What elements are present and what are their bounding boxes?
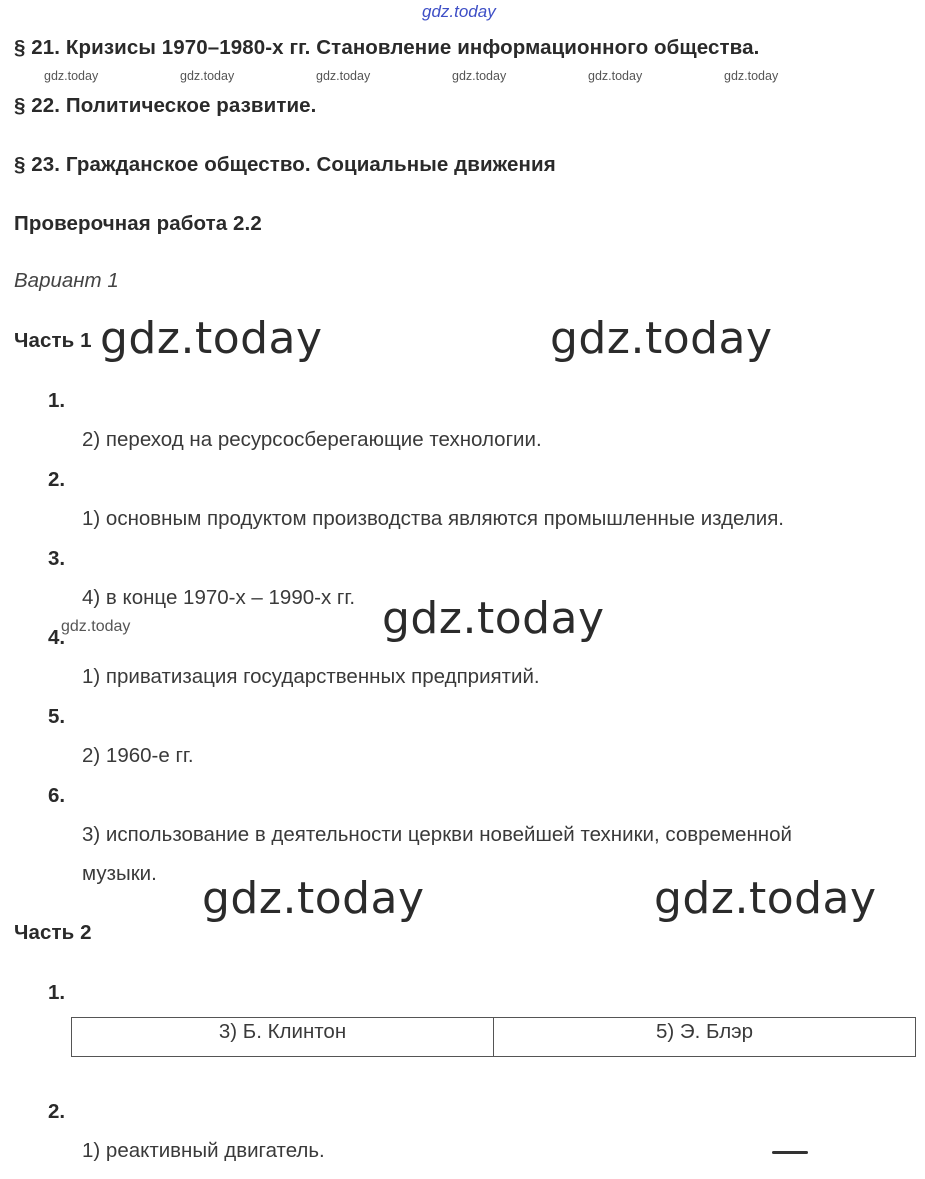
- part-1-title: Часть 1: [14, 329, 92, 352]
- question-number: 1.: [48, 981, 66, 1004]
- section-22-heading: § 22. Политическое развитие.: [14, 94, 317, 117]
- answer-text: 1) основным продуктом производства являются промышленные изделия.: [82, 507, 784, 530]
- question-number: 6.: [48, 784, 66, 807]
- answer-text: 1) реактивный двигатель.: [82, 1139, 325, 1162]
- question-number: 2.: [48, 1100, 66, 1123]
- question-number: 2.: [48, 468, 66, 491]
- variant-label: Вариант 1: [14, 269, 119, 292]
- watermark-small: gdz.today: [61, 618, 131, 635]
- watermark-big: gdz.today: [382, 593, 605, 644]
- answer-text: 2) 1960-е гг.: [82, 744, 194, 767]
- watermark-top: gdz.today: [422, 2, 496, 21]
- question-number: 5.: [48, 705, 66, 728]
- section-21-heading: § 21. Кризисы 1970–1980-х гг. Становление информационного общества.: [14, 36, 760, 59]
- watermark-small: gdz.today: [724, 69, 779, 83]
- watermark-small: gdz.today: [452, 69, 507, 83]
- answer-text: 4) в конце 1970-х – 1990-х гг.: [82, 586, 356, 609]
- section-23-heading: § 23. Гражданское общество. Социальные движения: [14, 153, 556, 176]
- watermark-small: gdz.today: [588, 69, 643, 83]
- question-number: 4.: [48, 626, 66, 649]
- watermark-small: gdz.today: [180, 69, 235, 83]
- answer-text-continuation: музыки.: [82, 862, 157, 885]
- watermark-small: gdz.today: [44, 69, 99, 83]
- pen-stroke-mark: [772, 1151, 808, 1154]
- watermark-big: gdz.today: [100, 313, 323, 364]
- answer-text: 1) приватизация государственных предприятий.: [82, 665, 540, 688]
- question-number: 3.: [48, 547, 66, 570]
- watermark-big: gdz.today: [202, 873, 425, 924]
- part-2-title: Часть 2: [14, 921, 92, 944]
- answer-table: [71, 1017, 916, 1057]
- watermark-big: gdz.today: [654, 873, 877, 924]
- watermark-big: gdz.today: [550, 313, 773, 364]
- watermark-small: gdz.today: [316, 69, 371, 83]
- table-cell: 5) Э. Блэр: [494, 1018, 916, 1057]
- table-cell: 3) Б. Клинтон: [72, 1018, 494, 1057]
- question-number: 1.: [48, 389, 66, 412]
- table-row: [72, 1018, 916, 1057]
- answer-text: 3) использование в деятельности церкви новейшей техники, современной: [82, 823, 792, 846]
- answer-text: 2) переход на ресурсосберегающие технологии.: [82, 428, 542, 451]
- test-title: Проверочная работа 2.2: [14, 212, 262, 235]
